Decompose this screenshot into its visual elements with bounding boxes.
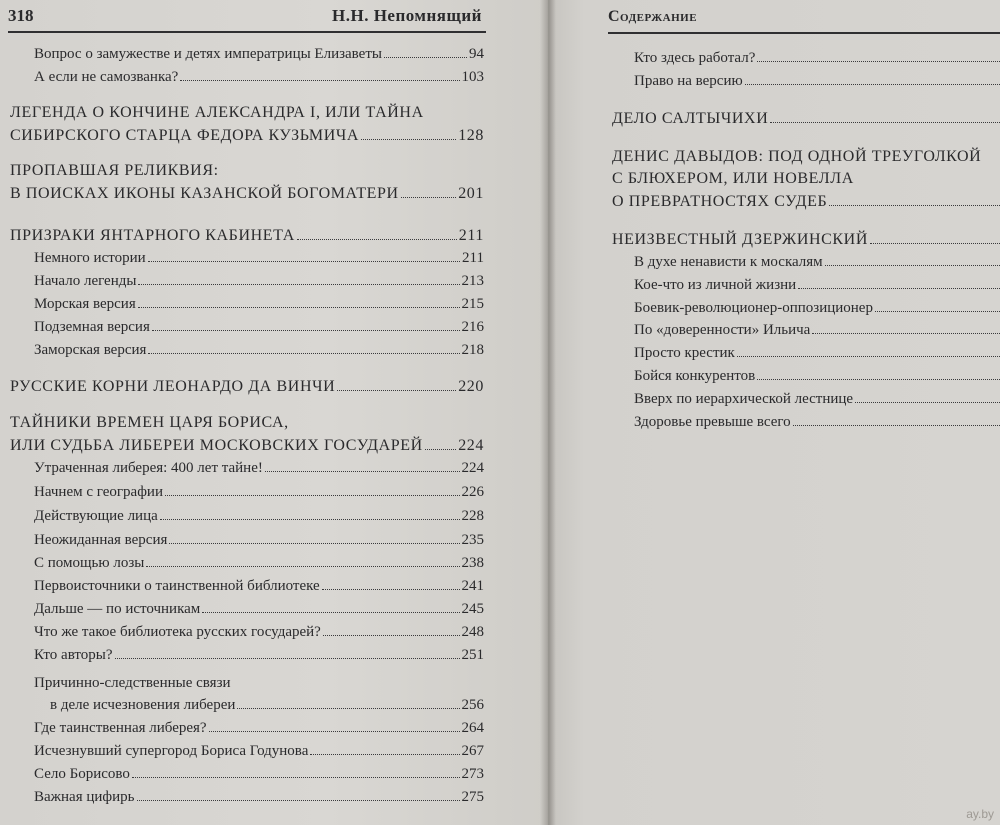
toc-section-entry [10, 185, 484, 203]
dot-leader [757, 379, 1000, 380]
toc-entry-title: НЕИЗВЕСТНЫЙ ДЗЕРЖИНСКИЙ [612, 231, 868, 248]
toc-entry-page: 267 [461, 743, 484, 759]
dot-leader [310, 754, 459, 755]
toc-entry-title: Здоровье превыше всего [634, 414, 791, 430]
toc-entry [34, 720, 484, 737]
dot-leader [870, 243, 1000, 244]
dot-leader [737, 356, 1000, 357]
toc-entry-title: Действующие лица [34, 508, 158, 524]
dot-leader [202, 612, 459, 613]
toc-entry [34, 69, 484, 86]
dot-leader [361, 139, 456, 140]
dot-leader [138, 307, 460, 308]
toc-entry-title: По «доверенности» Ильича [634, 322, 811, 338]
dot-leader [855, 402, 1000, 403]
toc-entry-page: 224 [458, 437, 484, 454]
toc-entry-title: ДЕЛО САЛТЫЧИХИ [612, 110, 769, 127]
toc-entry-title: А если не самозванка? [34, 69, 179, 85]
toc-entry [34, 296, 484, 313]
dot-leader [265, 471, 460, 472]
toc-entry [34, 508, 484, 525]
toc-entry-page: 94 [469, 46, 484, 62]
toc-entry-title: Немного истории [34, 250, 146, 266]
toc-entry-title: Где таинственная либерея? [34, 720, 207, 736]
watermark: ay.by [966, 807, 994, 821]
toc-entry-title: Что же такое библиотека русских государей? [34, 624, 321, 640]
toc-section-entry [612, 193, 1000, 211]
toc-entry [34, 601, 484, 618]
toc-entry [34, 766, 484, 783]
dot-leader [115, 658, 460, 659]
book-gutter [540, 0, 556, 825]
dot-leader [322, 589, 460, 590]
dot-leader [384, 57, 467, 58]
toc-entry-title: Исчезнувший супергород Бориса Годунова [34, 743, 309, 759]
dot-leader [237, 708, 459, 709]
toc-section-entry [612, 110, 1000, 128]
toc-entry [34, 46, 484, 63]
toc-entry-title: Просто крестик [634, 345, 735, 361]
toc-entry [34, 273, 484, 290]
dot-leader [152, 330, 460, 331]
toc-entry-page: 218 [461, 342, 484, 358]
toc-section-entry [10, 437, 484, 455]
toc-entry-title: Боевик-революционер-оппозиционер [634, 300, 873, 316]
toc-entry-page: 201 [458, 185, 484, 202]
dot-leader [757, 61, 1000, 62]
toc-entry-page: 235 [461, 532, 484, 548]
dot-leader [148, 261, 460, 262]
toc-entry-title: Причинно-следственные связи [34, 675, 231, 691]
toc-entry-page: 226 [461, 484, 484, 500]
toc-entry-page: 228 [461, 508, 484, 524]
toc-entry-title: Кто авторы? [34, 647, 113, 663]
toc-entry-title: ТАЙНИКИ ВРЕМЕН ЦАРЯ БОРИСА, [10, 414, 289, 431]
toc-entry-title: РУССКИЕ КОРНИ ЛЕОНАРДО ДА ВИНЧИ [10, 378, 336, 395]
toc-entry [34, 342, 484, 359]
toc-entry [34, 578, 484, 595]
dot-leader [875, 311, 1000, 312]
toc-entry-title: ЛЕГЕНДА О КОНЧИНЕ АЛЕКСАНДРА I, ИЛИ ТАЙНА [10, 104, 424, 121]
toc-entry-title: Важная цифирь [34, 789, 135, 805]
toc-entry [634, 414, 1000, 431]
running-head-title: Содержание [608, 8, 698, 25]
toc-entry-title: В ПОИСКАХ ИКОНЫ КАЗАНСКОЙ БОГОМАТЕРИ [10, 185, 399, 202]
toc-entry [634, 277, 1000, 294]
dot-leader [425, 449, 456, 450]
toc-entry-page: 224 [461, 460, 484, 476]
toc-entry [634, 300, 1000, 317]
toc-entry-page: 273 [461, 766, 484, 782]
toc-entry-title: Начнем с географии [34, 484, 163, 500]
toc-entry-page: 248 [461, 624, 484, 640]
toc-entry-title: Заморская версия [34, 342, 147, 358]
toc-section-title [10, 104, 484, 122]
toc-entry-title: Бойся конкурентов [634, 368, 756, 384]
toc-entry-title: Кто здесь работал? [634, 50, 756, 66]
dot-leader [148, 353, 459, 354]
toc-entry [634, 50, 1000, 67]
toc-entry [34, 460, 484, 477]
toc-entry-title: Вверх по иерархической лестнице [634, 391, 854, 407]
toc-entry [34, 675, 484, 692]
toc-entry-page: 251 [461, 647, 484, 663]
toc-entry [34, 624, 484, 641]
toc-entry-title: Утраченная либерея: 400 лет тайне! [34, 460, 263, 476]
toc-section-title [612, 148, 1000, 166]
toc-entry [634, 73, 1000, 90]
toc-entry-title: Неожиданная версия [34, 532, 168, 548]
toc-entry [34, 647, 484, 664]
toc-section-title [10, 162, 484, 180]
toc-entry-page: 211 [462, 250, 484, 266]
toc-entry [34, 484, 484, 501]
toc-section-entry [10, 127, 484, 145]
dot-leader [825, 265, 1000, 266]
toc-entry [34, 789, 484, 806]
toc-entry-title: Морская версия [34, 296, 136, 312]
dot-leader [209, 731, 460, 732]
dot-leader [829, 205, 1000, 206]
toc-section-entry [10, 227, 484, 245]
header-rule [608, 32, 1000, 34]
toc-entry-page: 211 [458, 227, 484, 244]
page-number: 318 [8, 6, 34, 25]
toc-entry-page: 264 [461, 720, 484, 736]
dot-leader [180, 80, 459, 81]
dot-leader [812, 333, 1000, 334]
toc-entry [34, 532, 484, 549]
dot-leader [297, 239, 457, 240]
toc-entry-title: Село Борисово [34, 766, 130, 782]
toc-entry-page: 241 [461, 578, 484, 594]
dot-leader [169, 543, 459, 544]
dot-leader [401, 197, 456, 198]
toc-entry-page: 103 [461, 69, 484, 85]
dot-leader [337, 390, 456, 391]
toc-entry-page: 128 [458, 127, 484, 144]
toc-entry-title: С помощью лозы [34, 555, 145, 571]
toc-entry-page: 238 [461, 555, 484, 571]
toc-entry-title: Кое-что из личной жизни [634, 277, 797, 293]
dot-leader [160, 519, 460, 520]
toc-entry [34, 555, 484, 572]
toc-section-entry [10, 378, 484, 396]
toc-entry-title: Начало легенды [34, 273, 137, 289]
toc-entry [634, 345, 1000, 362]
dot-leader [132, 777, 460, 778]
dot-leader [770, 122, 1000, 123]
toc-entry-page: 275 [461, 789, 484, 805]
toc-entry [634, 322, 1000, 339]
toc-section-entry [612, 231, 1000, 249]
toc-entry-title: О ПРЕВРАТНОСТЯХ СУДЕБ [612, 193, 828, 210]
toc-entry-title: Первоисточники о таинственной библиотеке [34, 578, 320, 594]
toc-section-title [10, 414, 484, 432]
right-page [548, 0, 1000, 825]
dot-leader [798, 288, 1000, 289]
toc-entry-title: Вопрос о замужестве и детях императрицы Елизаветы [34, 46, 382, 62]
toc-entry-title: ПРИЗРАКИ ЯНТАРНОГО КАБИНЕТА [10, 227, 295, 244]
header-rule [8, 31, 486, 33]
toc-entry [34, 743, 484, 760]
toc-entry-page: 245 [461, 601, 484, 617]
toc-entry-title: Подземная версия [34, 319, 150, 335]
toc-entry [634, 391, 1000, 408]
toc-entry-title: ПРОПАВШАЯ РЕЛИКВИЯ: [10, 162, 219, 179]
toc-entry [634, 368, 1000, 385]
toc-entry-title: Дальше — по источникам [34, 601, 201, 617]
toc-entry-title: В духе ненависти к москалям [634, 254, 823, 270]
dot-leader [146, 566, 459, 567]
toc-entry-page: 213 [461, 273, 484, 289]
dot-leader [137, 800, 460, 801]
dot-leader [165, 495, 460, 496]
dot-leader [793, 425, 1000, 426]
toc-section-title [612, 170, 1000, 188]
dot-leader [323, 635, 460, 636]
dot-leader [745, 84, 1000, 85]
toc-entry-title: Право на версию [634, 73, 743, 89]
toc-entry-page: 256 [461, 697, 484, 713]
toc-entry-page: 220 [458, 378, 484, 395]
running-head-author: Н.Н. Непомнящий [332, 6, 482, 25]
toc-entry [34, 319, 484, 336]
toc-entry-title: ДЕНИС ДАВЫДОВ: ПОД ОДНОЙ ТРЕУГОЛКОЙ [612, 148, 982, 165]
toc-entry [634, 254, 1000, 271]
toc-entry-title: СИБИРСКОГО СТАРЦА ФЕДОРА КУЗЬМИЧА [10, 127, 360, 144]
toc-entry-page: 215 [461, 296, 484, 312]
toc-entry-title: С БЛЮХЕРОМ, ИЛИ НОВЕЛЛА [612, 170, 854, 187]
toc-entry-title: в деле исчезновения либереи [50, 697, 236, 713]
toc-entry-page: 216 [461, 319, 484, 335]
dot-leader [138, 284, 459, 285]
toc-entry [34, 250, 484, 267]
toc-entry-title: ИЛИ СУДЬБА ЛИБЕРЕИ МОСКОВСКИХ ГОСУДАРЕЙ [10, 437, 423, 454]
toc-entry [50, 697, 484, 714]
